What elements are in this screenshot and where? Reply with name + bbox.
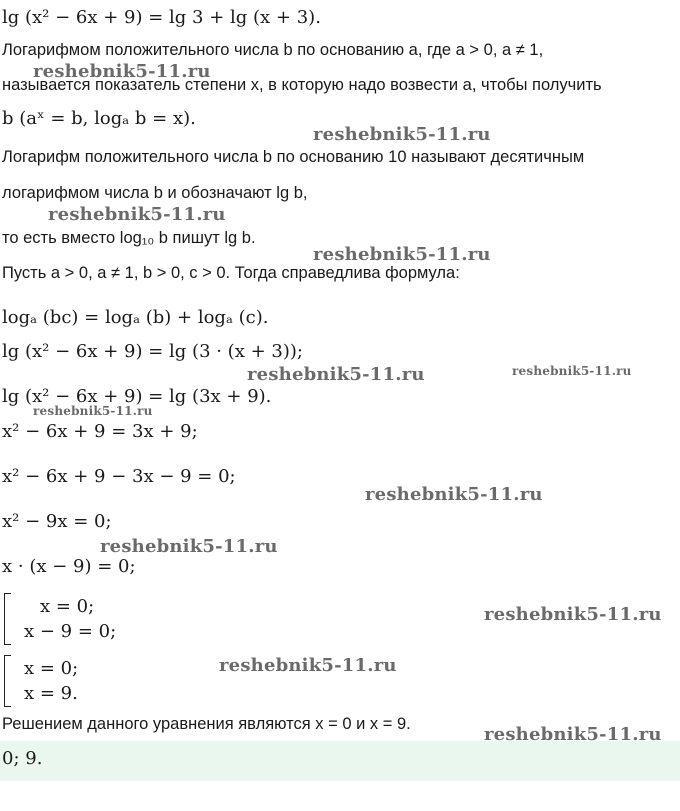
decimal-log-text-2: логарифмом числа b и обозначают lg b, — [2, 184, 308, 202]
system-1-line-1: x = 0; — [40, 596, 95, 617]
definition-text-2: называется показатель степени x, в которую надо возвести a, чтобы получить — [2, 76, 602, 94]
answer-value: 0; 9. — [2, 748, 43, 769]
system-bracket-2 — [4, 655, 11, 707]
watermark: reshebnik5-11.ru — [100, 536, 278, 557]
decimal-log-text-1: Логарифм положительного числа b по основанию 10 называют десятичным — [2, 148, 585, 166]
system-2-line-1: x = 0; — [24, 658, 79, 679]
watermark: reshebnik5-11.ru — [512, 364, 632, 378]
system-1-line-2: x − 9 = 0; — [24, 621, 117, 642]
conclusion-text: Решением данного уравнения являются x = 0 и x = 9. — [2, 715, 411, 733]
watermark: reshebnik5-11.ru — [484, 604, 662, 625]
step-1: lg (x² − 6x + 9) = lg (3 · (x + 3)); — [2, 341, 303, 362]
step-3: x² − 6x + 9 = 3x + 9; — [2, 421, 198, 442]
watermark: reshebnik5-11.ru — [365, 484, 543, 505]
watermark: reshebnik5-11.ru — [247, 364, 425, 385]
watermark: reshebnik5-11.ru — [33, 404, 153, 418]
step-4: x² − 6x + 9 − 3x − 9 = 0; — [2, 466, 236, 487]
watermark: reshebnik5-11.ru — [33, 61, 211, 82]
definition-text-1: Логарифмом положительного числа b по основанию a, где a > 0, a ≠ 1, — [2, 41, 544, 59]
system-2-line-2: x = 9. — [24, 683, 78, 704]
decimal-log-text-3: то есть вместо log₁₀ b пишут lg b. — [2, 229, 256, 247]
product-rule-text: Пусть a > 0, a ≠ 1, b > 0, c > 0. Тогда справедлива формула: — [2, 264, 460, 282]
step-6: x · (x − 9) = 0; — [2, 556, 136, 577]
product-rule-formula: logₐ (bc) = logₐ (b) + logₐ (c). — [2, 307, 269, 328]
watermark: reshebnik5-11.ru — [313, 244, 491, 265]
step-5: x² − 9x = 0; — [2, 511, 112, 532]
step-2: lg (x² − 6x + 9) = lg (3x + 9). — [2, 386, 272, 407]
watermark: reshebnik5-11.ru — [484, 724, 662, 745]
system-bracket-1 — [4, 593, 11, 645]
answer-box — [0, 741, 680, 781]
definition-formula: b (aˣ = b, logₐ b = x). — [2, 108, 196, 129]
equation-original: lg (x² − 6x + 9) = lg 3 + lg (x + 3). — [2, 7, 321, 28]
watermark: reshebnik5-11.ru — [219, 655, 397, 676]
watermark: reshebnik5-11.ru — [48, 204, 226, 225]
watermark: reshebnik5-11.ru — [313, 124, 491, 145]
